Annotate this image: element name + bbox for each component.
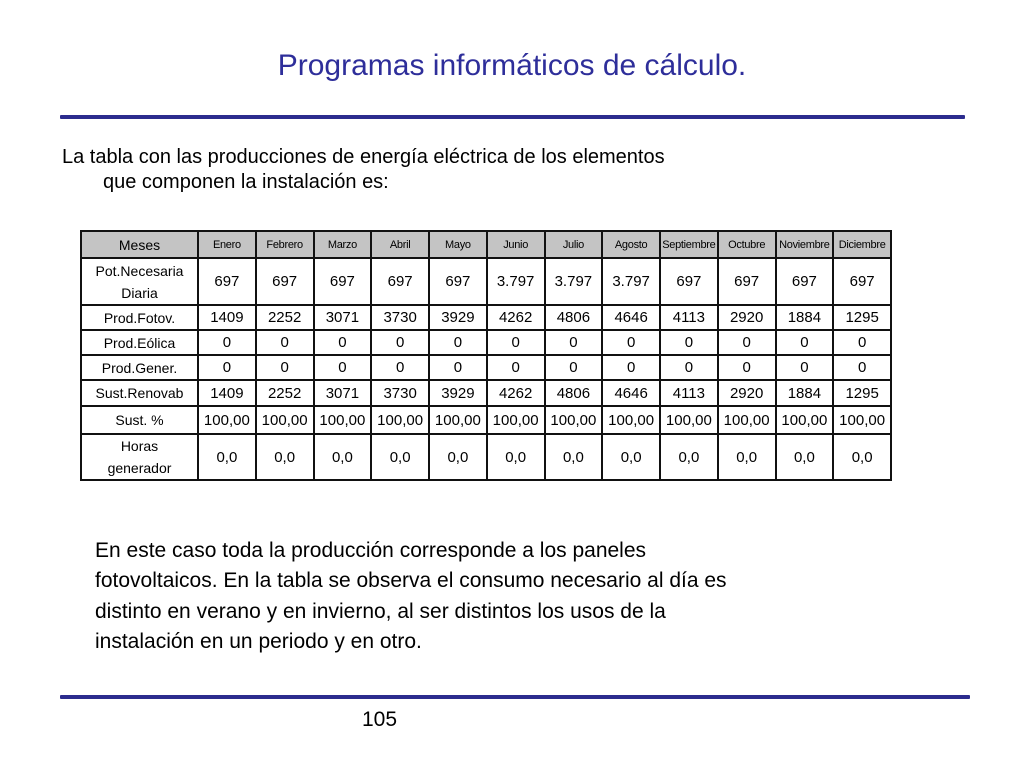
table-row [81,355,891,380]
intro-line: que componen la instalación es: [103,171,389,193]
table-cell: 0 [602,330,660,355]
month-header: Julio [545,231,603,258]
body-line: fotovoltaicos. En la tabla se observa el consumo necesario al día es [95,569,727,593]
table-row [81,258,891,305]
table-cell: 0,0 [718,434,776,480]
month-header: Abril [371,231,429,258]
table-cell: 1409 [198,305,256,330]
table-cell: 0 [487,355,545,380]
table-cell: 0 [429,355,487,380]
table-cell: 0,0 [371,434,429,480]
table-cell: 697 [429,258,487,305]
page-number: 105 [362,708,398,731]
table-cell: 2252 [256,380,314,406]
table-cell: 4262 [487,305,545,330]
body-line: En este caso toda la producción corresponde a los paneles [95,539,647,562]
table-header [81,231,891,258]
table-cell: 100,00 [487,406,545,434]
row-label [81,355,198,380]
table-cell: 697 [314,258,372,305]
row-label-line: Diaria [121,284,158,301]
table-cell: 3071 [314,305,372,330]
row-label [81,258,198,305]
table-cell: 0 [545,330,603,355]
row-label-line: Prod.Eólica [103,334,176,351]
table-row [81,330,891,355]
table-cell: 100,00 [833,406,891,434]
table-cell: 697 [660,258,718,305]
table-cell: 1884 [776,305,834,330]
table-cell: 697 [371,258,429,305]
table-cell: 0 [198,355,256,380]
month-header: Agosto [602,231,660,258]
table-cell: 0 [314,330,372,355]
table-cell: 0,0 [776,434,834,480]
table-cell: 0 [198,330,256,355]
table-cell: 3.797 [602,258,660,305]
table-cell: 0 [718,330,776,355]
table-cell: 100,00 [429,406,487,434]
table-cell: 0 [660,355,718,380]
row-label-line: generador [107,460,172,476]
row-label-line: Prod.Gener. [101,359,178,376]
row-label-line: Sust.Renovab [95,385,184,401]
table-cell: 697 [256,258,314,305]
row-label-line: Horas [120,438,159,454]
table-cell: 3071 [314,380,372,406]
table-cell: 3.797 [487,258,545,305]
table-cell: 4646 [602,305,660,330]
table-cell: 0,0 [256,434,314,480]
table-cell: 100,00 [776,406,834,434]
table-cell: 1409 [198,380,256,406]
table-cell: 0 [545,355,603,380]
table-cell: 0,0 [198,434,256,480]
table-cell: 1295 [833,380,891,406]
table-cell: 697 [776,258,834,305]
table-cell: 0,0 [660,434,718,480]
table-cell: 100,00 [660,406,718,434]
month-header: Mayo [429,231,487,258]
table-cell: 4113 [660,305,718,330]
row-label-line: Sust. % [115,412,164,428]
table-cell: 0 [833,355,891,380]
table-cell: 0 [776,330,834,355]
slide-title: Programas informáticos de cálculo. [277,49,747,82]
table-cell: 0,0 [487,434,545,480]
table-cell: 0,0 [545,434,603,480]
table-cell: 0,0 [314,434,372,480]
table-row [81,305,891,330]
table-cell: 0 [371,330,429,355]
body-line: distinto en verano y en invierno, al ser distintos los usos de la [95,599,666,623]
table-cell: 0 [833,330,891,355]
table-cell: 0 [429,330,487,355]
month-header: Noviembre [776,231,834,258]
table-cell: 0 [256,330,314,355]
row-label [81,406,198,434]
table-row [81,406,891,434]
row-label-line: Pot.Necesaria [95,262,184,279]
table-cell: 0 [660,330,718,355]
table-cell: 0 [314,355,372,380]
table-cell: 0 [718,355,776,380]
month-header: Enero [198,231,256,258]
month-header: Junio [487,231,545,258]
table-cell: 2252 [256,305,314,330]
table-cell: 4806 [545,380,603,406]
intro-text [62,145,665,195]
table-cell: 0,0 [602,434,660,480]
row-label [81,305,198,330]
table-cell: 3929 [429,305,487,330]
table-cell: 0 [776,355,834,380]
table-cell: 697 [833,258,891,305]
table-cell: 2920 [718,305,776,330]
production-table [80,230,892,481]
row-label [81,434,198,480]
body-paragraph [95,536,727,658]
table-cell: 0 [371,355,429,380]
table-cell: 0 [487,330,545,355]
production-table-container [80,230,890,481]
table-cell: 3929 [429,380,487,406]
intro-line: La tabla con las producciones de energía eléctrica de los elementos [62,146,665,168]
body-line: instalación en un periodo y en otro. [95,630,422,654]
row-label-line: Prod.Fotov. [103,309,176,326]
month-header: Febrero [256,231,314,258]
table-cell: 100,00 [371,406,429,434]
table-header-row [81,231,891,258]
table-cell: 100,00 [545,406,603,434]
table-cell: 100,00 [602,406,660,434]
month-header: Diciembre [833,231,891,258]
table-cell: 4806 [545,305,603,330]
table-cell: 4646 [602,380,660,406]
title-divider [60,115,965,119]
table-cell: 0 [602,355,660,380]
table-cell: 4262 [487,380,545,406]
table-cell: 3730 [371,305,429,330]
month-header: Octubre [718,231,776,258]
table-cell: 0,0 [429,434,487,480]
table-cell: 0,0 [833,434,891,480]
table-cell: 3.797 [545,258,603,305]
table-cell: 0 [256,355,314,380]
row-label [81,380,198,406]
table-cell: 1884 [776,380,834,406]
table-cell: 4113 [660,380,718,406]
table-cell: 3730 [371,380,429,406]
table-row [81,434,891,480]
footer-divider [60,695,970,699]
table-cell: 2920 [718,380,776,406]
table-row [81,380,891,406]
month-header: Marzo [314,231,372,258]
table-body [81,258,891,480]
table-cell: 697 [718,258,776,305]
table-cell: 1295 [833,305,891,330]
table-cell: 100,00 [314,406,372,434]
month-header: Septiembre [660,231,718,258]
table-cell: 697 [198,258,256,305]
header-months-label: Meses [81,231,198,258]
table-cell: 100,00 [256,406,314,434]
table-cell: 100,00 [198,406,256,434]
table-cell: 100,00 [718,406,776,434]
row-label [81,330,198,355]
